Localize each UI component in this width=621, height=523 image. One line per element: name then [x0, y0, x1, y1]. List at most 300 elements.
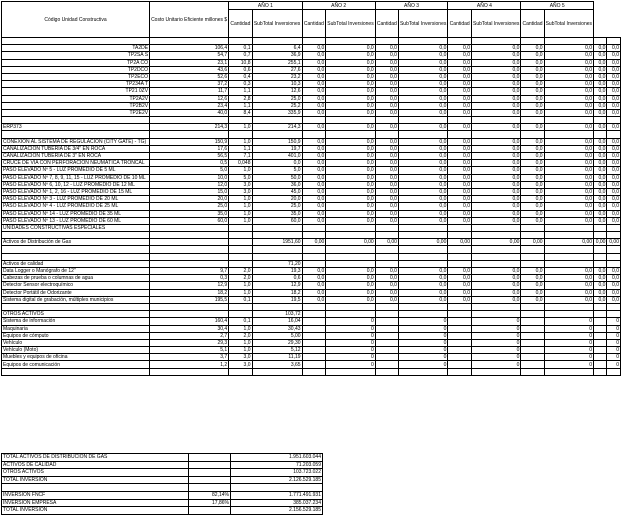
quantity-cell: 0,0 [302, 188, 326, 195]
subtotal-cell: 0,0 [471, 145, 520, 152]
summary-percent: 82,14% [189, 491, 231, 499]
unit-cost: 2,7 [150, 332, 229, 339]
empty-cell [302, 131, 326, 138]
table-row [2, 81, 621, 88]
subtotal-cell: 0,0 [398, 52, 447, 59]
subtotal-cell: 0,0 [398, 181, 447, 188]
quantity-cell: 0,0 [594, 181, 607, 188]
unit-cost: 0,5 [150, 160, 229, 167]
subtotal-cell: 0,0 [544, 282, 593, 289]
subtotal-cell: 0,0 [544, 268, 593, 275]
quantity-cell [594, 260, 607, 267]
quantity-cell [302, 361, 326, 368]
empty-cell [375, 368, 398, 375]
empty-cell [398, 232, 447, 239]
quantity-cell: 0,0 [594, 52, 607, 59]
quantity-cell: 0,0 [448, 296, 472, 303]
subtotal-cell: 0,0 [471, 153, 520, 160]
empty-cell [326, 38, 375, 45]
subtotal-cell: 0 [398, 332, 447, 339]
empty-cell [150, 232, 229, 239]
header-year-3: AÑO 3 [375, 2, 448, 10]
unit-cost: 35,0 [150, 210, 229, 217]
header-subtotal: SubTotal Inversiones [544, 10, 593, 38]
unit-code: TP2A CO [2, 59, 150, 66]
quantity-year-1: 0,3 [229, 81, 252, 88]
subtotal-cell: 0,0 [471, 160, 520, 167]
empty-cell [448, 368, 472, 375]
unit-code: PASO ELEVADO Nº 14 - LUZ PROMEDIO DE 35 ML [2, 210, 150, 217]
quantity-year-1: 1,1 [229, 88, 252, 95]
unit-code: TP2SA S [2, 52, 150, 59]
table-row [2, 167, 621, 174]
quantity-cell: 0,0 [375, 217, 398, 224]
table-row [2, 59, 621, 66]
empty-cell [607, 246, 621, 253]
empty-cell [471, 117, 520, 124]
quantity-cell: 0,0 [521, 45, 544, 52]
quantity-year-1: 1,0 [229, 210, 252, 217]
empty-cell [521, 38, 544, 45]
header-subtotal: SubTotal Inversiones [326, 10, 375, 38]
empty-cell [252, 253, 302, 260]
header-year-5: AÑO 5 [521, 2, 594, 10]
subtotal-cell: 0,0 [471, 73, 520, 80]
subtotal-cell [471, 311, 520, 318]
quantity-cell: 0,0 [302, 196, 326, 203]
table-row [2, 325, 621, 332]
empty-cell [521, 246, 544, 253]
quantity-year-1: 1,0 [229, 339, 252, 346]
summary-label: TOTAL INVERSIÓN [2, 507, 189, 515]
subtotal-cell: 0,0 [326, 167, 375, 174]
empty-cell [2, 253, 150, 260]
summary-table [1, 453, 323, 515]
subtotal-year-1: 25,2 [252, 102, 302, 109]
empty-cell [2, 303, 150, 310]
header-year-1: AÑO 1 [229, 2, 302, 10]
quantity-cell: 0,00 [302, 239, 326, 246]
subtotal-cell: 0,0 [607, 102, 621, 109]
unit-cost: 30,4 [150, 325, 229, 332]
subtotal-cell: 0,0 [326, 153, 375, 160]
subtotal-cell: 0,0 [607, 217, 621, 224]
empty-cell [594, 232, 607, 239]
summary-row [2, 454, 323, 462]
quantity-cell: 0,0 [302, 268, 326, 275]
quantity-cell [594, 361, 607, 368]
empty-cell [607, 131, 621, 138]
unit-code: TA2DE [2, 45, 150, 52]
empty-cell [2, 38, 150, 45]
quantity-cell [521, 347, 544, 354]
quantity-year-1 [229, 260, 252, 267]
subtotal-cell: 0 [544, 325, 593, 332]
subtotal-cell [326, 224, 375, 231]
unit-code: TP2ECO [2, 73, 150, 80]
subtotal-cell [471, 260, 520, 267]
quantity-cell: 0,0 [448, 188, 472, 195]
subtotal-cell: 0,0 [398, 73, 447, 80]
quantity-cell [375, 354, 398, 361]
unit-cost: 23,4 [150, 102, 229, 109]
subtotal-cell: 0,0 [326, 174, 375, 181]
subtotal-cell: 0,0 [471, 81, 520, 88]
quantity-cell: 0,0 [302, 282, 326, 289]
subtotal-cell [471, 224, 520, 231]
quantity-cell [448, 318, 472, 325]
quantity-cell: 0,0 [594, 275, 607, 282]
quantity-cell: 0,0 [448, 181, 472, 188]
unit-cost: 160,4 [150, 318, 229, 325]
quantity-cell: 0,0 [594, 81, 607, 88]
subtotal-cell: 0,0 [607, 268, 621, 275]
empty-cell [471, 246, 520, 253]
quantity-year-1: 1,0 [229, 282, 252, 289]
quantity-cell [448, 224, 472, 231]
empty-cell [2, 246, 150, 253]
quantity-cell: 0,0 [448, 174, 472, 181]
empty-cell [375, 303, 398, 310]
quantity-cell: 0,0 [375, 296, 398, 303]
subtotal-cell: 0,0 [326, 275, 375, 282]
empty-cell [594, 117, 607, 124]
summary-percent [189, 507, 231, 515]
quantity-cell: 0,0 [521, 217, 544, 224]
subtotal-cell: 0,0 [607, 73, 621, 80]
subtotal-cell: 0,0 [326, 160, 375, 167]
unit-code: Detector Sensor electroquímico [2, 282, 150, 289]
quantity-cell [594, 339, 607, 346]
quantity-cell: 0,0 [521, 275, 544, 282]
subtotal-cell: 0,0 [544, 181, 593, 188]
quantity-cell: 0,0 [302, 289, 326, 296]
subtotal-cell: 0,0 [607, 167, 621, 174]
subtotal-year-1: 45,0 [252, 188, 302, 195]
empty-cell [252, 232, 302, 239]
quantity-cell: 0,0 [375, 52, 398, 59]
table-row [2, 289, 621, 296]
quantity-cell: 0,0 [521, 81, 544, 88]
quantity-year-1: 1,0 [229, 347, 252, 354]
subtotal-cell: 0,0 [326, 95, 375, 102]
quantity-cell: 0,0 [594, 289, 607, 296]
subtotal-year-1: 1951,60 [252, 239, 302, 246]
subtotal-cell: 0,0 [544, 73, 593, 80]
subtotal-cell: 0,0 [544, 296, 593, 303]
subtotal-cell: 0,0 [471, 95, 520, 102]
quantity-cell: 0,0 [375, 138, 398, 145]
quantity-cell: 0,0 [302, 66, 326, 73]
subtotal-cell [398, 311, 447, 318]
subtotal-year-1: 29,30 [252, 339, 302, 346]
quantity-cell: 0,0 [521, 188, 544, 195]
subtotal-cell: 0,0 [607, 45, 621, 52]
subtotal-cell [607, 224, 621, 231]
quantity-cell: 0,0 [375, 95, 398, 102]
subtotal-year-1: 150,9 [252, 138, 302, 145]
empty-cell [607, 117, 621, 124]
quantity-cell: 0,0 [375, 59, 398, 66]
quantity-cell: 0,0 [594, 95, 607, 102]
subtotal-cell: 0,0 [326, 88, 375, 95]
quantity-cell: 0,0 [375, 153, 398, 160]
unit-code: Equipos de cómputo [2, 332, 150, 339]
subtotal-cell: 0 [398, 347, 447, 354]
quantity-cell: 0,0 [594, 66, 607, 73]
unit-cost: 106,4 [150, 45, 229, 52]
quantity-cell: 0,0 [594, 196, 607, 203]
header-subtotal: SubTotal Inversiones [252, 10, 302, 38]
subtotal-cell: 0,0 [326, 196, 375, 203]
empty-cell [375, 232, 398, 239]
table-row [2, 109, 621, 116]
quantity-cell [302, 354, 326, 361]
unit-code: PASO ELEVADO Nº 3 - LUZ PROMEDIO DE 20 ML [2, 196, 150, 203]
subtotal-cell: 0,0 [544, 210, 593, 217]
quantity-cell: 0,0 [521, 52, 544, 59]
quantity-cell: 0,0 [448, 282, 472, 289]
unit-cost: 17,6 [150, 145, 229, 152]
unit-code: TP234A T [2, 81, 150, 88]
unit-cost: 18,2 [150, 289, 229, 296]
subtotal-year-1: 36,0 [252, 181, 302, 188]
table-row [2, 145, 621, 152]
subtotal-cell: 0,0 [471, 217, 520, 224]
subtotal-cell: 0,0 [544, 174, 593, 181]
subtotal-cell: 0,0 [544, 160, 593, 167]
unit-code: CANALIZACIÓN TUBERÍA DE 3" EN ROCA [2, 153, 150, 160]
subtotal-cell: 0,0 [326, 52, 375, 59]
quantity-cell: 0,0 [594, 160, 607, 167]
subtotal-cell: 0,0 [398, 275, 447, 282]
unit-code: Maquinaria [2, 325, 150, 332]
subtotal-year-1: 5,0 [252, 167, 302, 174]
table-row [2, 260, 621, 267]
quantity-cell: 0,0 [594, 59, 607, 66]
quantity-cell [521, 224, 544, 231]
subtotal-cell: 0,0 [398, 145, 447, 152]
subtotal-cell: 0,0 [471, 45, 520, 52]
subtotal-cell: 0,0 [607, 282, 621, 289]
empty-cell [2, 232, 150, 239]
empty-cell [544, 117, 593, 124]
empty-cell [448, 253, 472, 260]
subtotal-cell: 0,0 [471, 109, 520, 116]
quantity-cell: 0,0 [302, 167, 326, 174]
quantity-cell: 0,0 [448, 196, 472, 203]
subtotal-year-1: 10,3 [252, 81, 302, 88]
subtotal-year-1: 0,6 [252, 275, 302, 282]
quantity-cell: 0,0 [375, 88, 398, 95]
unit-code: Sistema digital de grabación, múltiples municipios [2, 296, 150, 303]
subtotal-cell: 0 [607, 318, 621, 325]
subtotal-cell: 0 [398, 339, 447, 346]
quantity-cell [594, 325, 607, 332]
quantity-cell [448, 325, 472, 332]
unit-code: UNIDADES CONSTRUCTIVAS ESPECIALES [2, 224, 150, 231]
subtotal-cell: 0,0 [398, 95, 447, 102]
table-row [2, 181, 621, 188]
subtotal-cell: 0,0 [607, 160, 621, 167]
quantity-cell: 0,0 [302, 138, 326, 145]
empty-cell [302, 303, 326, 310]
subtotal-cell: 0,0 [544, 138, 593, 145]
subtotal-cell: 0,0 [471, 188, 520, 195]
subtotal-year-1: 19,3 [252, 268, 302, 275]
subtotal-cell: 0 [544, 347, 593, 354]
subtotal-cell: 0 [607, 332, 621, 339]
subtotal-cell: 0,0 [544, 66, 593, 73]
subtotal-year-1 [252, 224, 302, 231]
quantity-year-1: 1,0 [229, 217, 252, 224]
quantity-year-1: 1,1 [229, 145, 252, 152]
quantity-cell: 0,0 [448, 153, 472, 160]
table-row [2, 153, 621, 160]
subtotal-cell: 0 [607, 354, 621, 361]
unit-cost: 1,2 [150, 361, 229, 368]
subtotal-year-1: 25,0 [252, 95, 302, 102]
quantity-cell [594, 318, 607, 325]
unit-code: Equipos de comunicación [2, 361, 150, 368]
subtotal-cell: 0,0 [471, 124, 520, 131]
quantity-year-1: 2,0 [229, 332, 252, 339]
subtotal-cell: 0,0 [398, 138, 447, 145]
summary-percent [189, 476, 231, 484]
table-row [2, 124, 621, 131]
subtotal-cell: 0,0 [544, 217, 593, 224]
table-row [2, 174, 621, 181]
subtotal-cell [607, 311, 621, 318]
summary-value [231, 484, 323, 492]
quantity-cell [594, 224, 607, 231]
quantity-cell: 0,0 [594, 167, 607, 174]
unit-cost: 10,0 [150, 174, 229, 181]
quantity-cell [521, 318, 544, 325]
subtotal-cell: 0 [544, 318, 593, 325]
subtotal-year-1: 20,0 [252, 196, 302, 203]
quantity-cell: 0,0 [375, 73, 398, 80]
summary-percent [189, 484, 231, 492]
subtotal-cell: 0,0 [398, 196, 447, 203]
quantity-cell: 0,0 [521, 268, 544, 275]
unit-code: Activos de calidad [2, 260, 150, 267]
subtotal-cell: 0,0 [471, 275, 520, 282]
subtotal-cell: 0,0 [326, 73, 375, 80]
subtotal-cell [326, 260, 375, 267]
subtotal-cell: 0,0 [607, 275, 621, 282]
subtotal-cell: 0,0 [544, 59, 593, 66]
subtotal-cell [326, 311, 375, 318]
quantity-cell: 0,0 [302, 275, 326, 282]
empty-cell [471, 38, 520, 45]
header-codigo: Código Unidad Constructiva [2, 2, 150, 38]
subtotal-cell: 0 [326, 347, 375, 354]
quantity-cell: 0,0 [375, 203, 398, 210]
quantity-cell [375, 311, 398, 318]
subtotal-cell: 0,0 [326, 268, 375, 275]
empty-cell [326, 117, 375, 124]
subtotal-cell: 0,0 [544, 196, 593, 203]
subtotal-cell: 0,0 [471, 66, 520, 73]
unit-code: TP21 0ZV [2, 88, 150, 95]
quantity-cell: 0,0 [302, 73, 326, 80]
header-year-4: AÑO 4 [448, 2, 521, 10]
subtotal-cell: 0,0 [471, 268, 520, 275]
subtotal-cell: 0,0 [398, 66, 447, 73]
unit-cost: 3,7 [150, 354, 229, 361]
subtotal-cell [607, 260, 621, 267]
quantity-cell: 0,0 [594, 296, 607, 303]
empty-cell [398, 253, 447, 260]
unit-cost: 20,0 [150, 196, 229, 203]
summary-label [2, 484, 189, 492]
empty-cell [252, 303, 302, 310]
subtotal-cell: 0,0 [607, 210, 621, 217]
unit-code: TP2DCO [2, 66, 150, 73]
quantity-year-1: 1,0 [229, 124, 252, 131]
table-row [2, 332, 621, 339]
quantity-cell: 0,0 [302, 102, 326, 109]
subtotal-year-1: 35,0 [252, 210, 302, 217]
quantity-cell: 0,0 [521, 88, 544, 95]
table-row [2, 318, 621, 325]
quantity-cell: 0,0 [521, 153, 544, 160]
subtotal-cell: 0 [471, 339, 520, 346]
quantity-cell: 0,0 [375, 188, 398, 195]
empty-cell [521, 117, 544, 124]
quantity-year-1: 3,0 [229, 361, 252, 368]
empty-cell [544, 246, 593, 253]
subtotal-year-1: 60,0 [252, 217, 302, 224]
subtotal-cell: 0,0 [607, 289, 621, 296]
subtotal-cell: 0,0 [398, 167, 447, 174]
subtotal-year-1: 23,2 [252, 73, 302, 80]
table-row [2, 339, 621, 346]
subtotal-year-1: 50,0 [252, 174, 302, 181]
quantity-year-1 [229, 239, 252, 246]
quantity-cell: 0,0 [521, 138, 544, 145]
quantity-cell: 0,0 [302, 160, 326, 167]
unit-code: TP2A2V [2, 95, 150, 102]
quantity-cell: 0,0 [448, 88, 472, 95]
subtotal-cell: 0,0 [471, 210, 520, 217]
table-row [2, 268, 621, 275]
subtotal-cell: 0 [398, 325, 447, 332]
empty-cell [448, 232, 472, 239]
quantity-year-1: 0,4 [229, 73, 252, 80]
empty-cell [448, 38, 472, 45]
empty-cell [375, 131, 398, 138]
quantity-cell: 0,0 [448, 268, 472, 275]
header-cantidad: Cantidad [521, 10, 544, 38]
subtotal-cell: 0,0 [326, 102, 375, 109]
quantity-year-1: 1,0 [229, 289, 252, 296]
subtotal-cell: 0,00 [471, 239, 520, 246]
unit-code: Vehículo [2, 339, 150, 346]
quantity-cell: 0,00 [448, 239, 472, 246]
unit-cost [150, 224, 229, 231]
quantity-cell: 0,0 [521, 174, 544, 181]
quantity-cell [594, 311, 607, 318]
subtotal-cell: 0 [544, 339, 593, 346]
quantity-cell: 0,0 [521, 296, 544, 303]
quantity-cell [521, 332, 544, 339]
summary-value: 103.723.022 [231, 469, 323, 477]
summary-label: INVERSIÓN EMPRESA [2, 499, 189, 507]
empty-cell [607, 232, 621, 239]
unit-code: PASO ELEVADO Nº 4 - LUZ PROMEDIO DE 25 ML [2, 203, 150, 210]
